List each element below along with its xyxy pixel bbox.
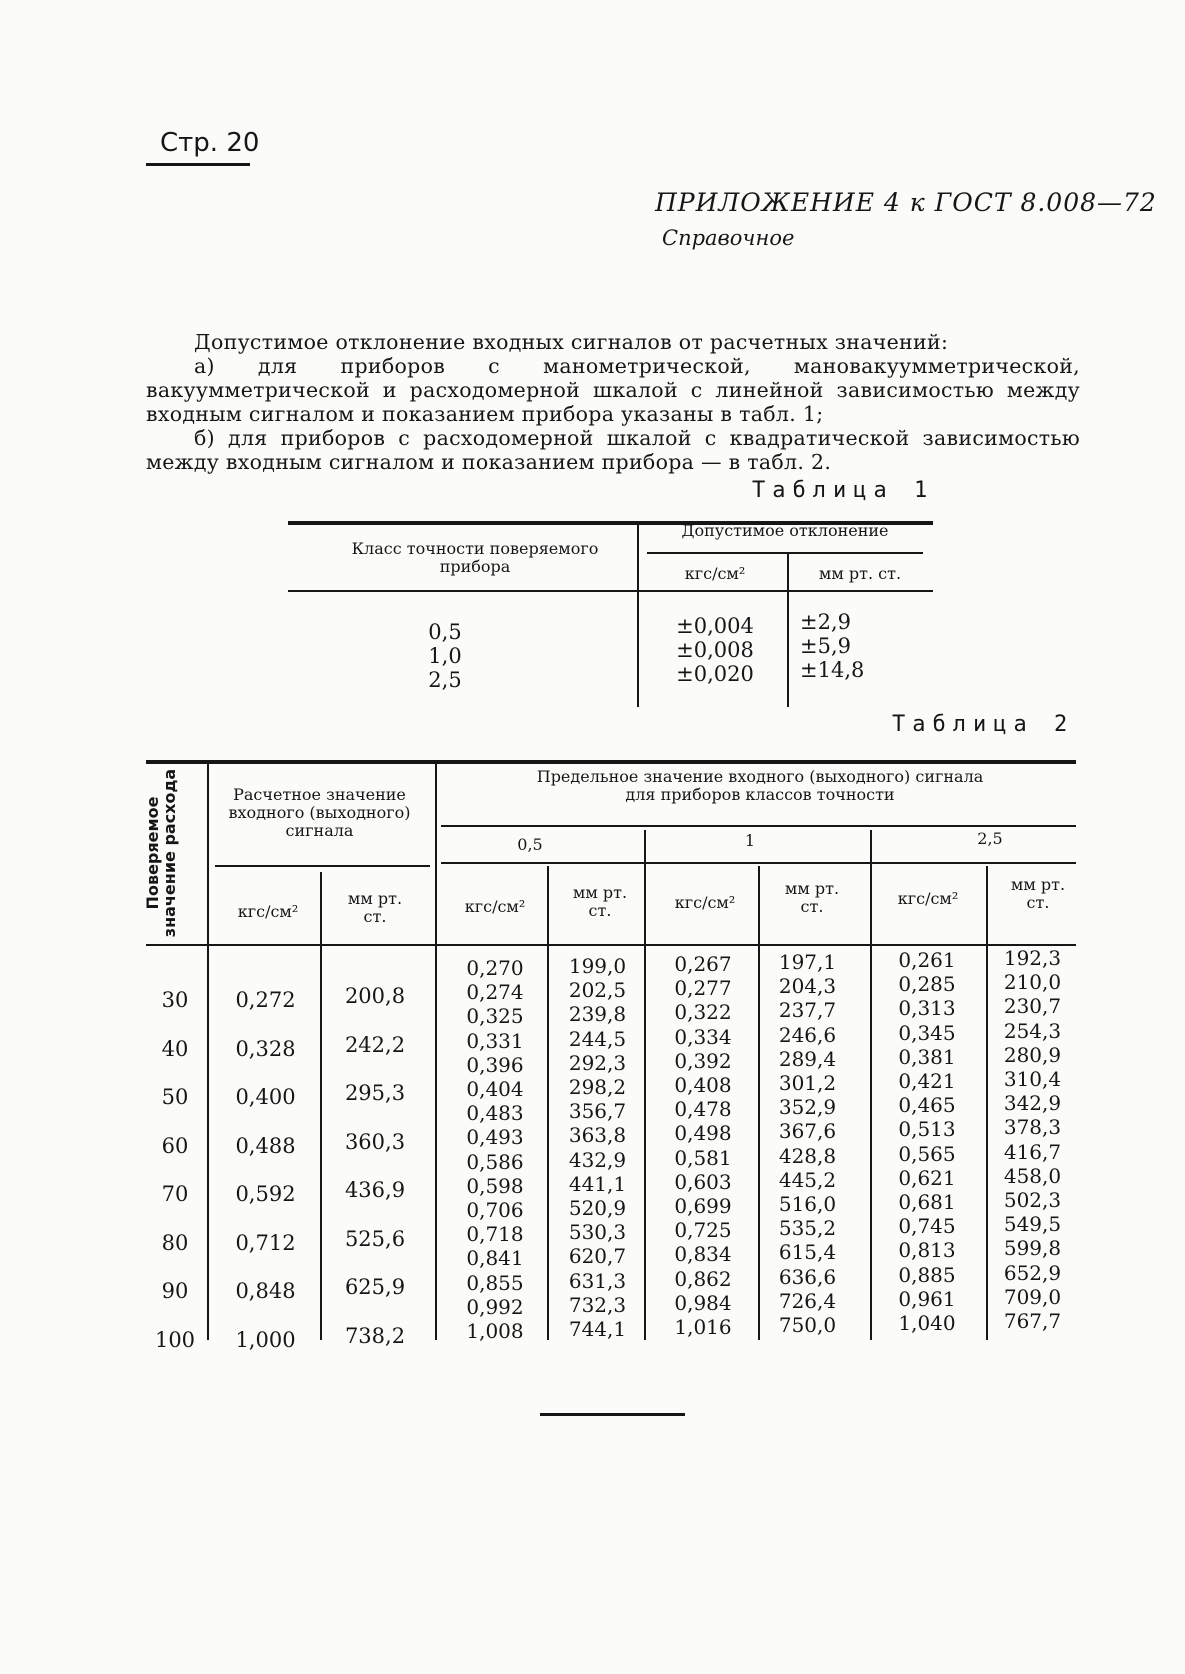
table2-c1-unit-kgs: кгс/см² <box>674 893 736 912</box>
table2-vline-05 <box>547 866 549 1340</box>
table1-divider <box>637 521 639 707</box>
intro-text <box>146 330 1080 474</box>
table2-vline-1-unit <box>758 866 760 1340</box>
table2-class-05: 0,5 <box>517 835 543 854</box>
table2-c05-unit-kgs: кгс/см² <box>464 897 526 916</box>
table1-unit-mm: мм рт. ст. <box>818 564 902 583</box>
table2-c1-unit-mm: мм рт. ст. <box>784 879 840 916</box>
table2-class-1: 1 <box>744 831 756 850</box>
table2-vline-4 <box>870 830 872 1340</box>
table2-c25-unit-kgs: кгс/см² <box>897 889 959 908</box>
table2-flow-header: Поверяемое значение расхода <box>143 768 179 938</box>
table2-c1-kgs: 0,267 0,277 0,322 0,334 0,392 0,408 0,478 0,498 0,581 0,603 0,699 0,725 0,834 0,862 0,984 1,016 <box>674 952 732 1340</box>
table1-classes: 0,5 1,0 2,5 <box>428 620 462 692</box>
table1-class-header: Класс точности поверяемого прибора <box>351 539 599 576</box>
table2-top-rule <box>146 760 1076 764</box>
table2-vline-3 <box>644 830 646 1340</box>
table2-calc-kgs: 0,272 0,328 0,400 0,488 0,592 0,712 0,848 1,000 <box>235 988 296 1352</box>
table2-class-sub-rule <box>441 862 1076 864</box>
table1-caption: Таблица 1 <box>752 478 935 503</box>
table2-calc-rule <box>215 865 430 867</box>
table2-vline-25-unit <box>986 866 988 1340</box>
table1-unit-divider <box>787 552 789 707</box>
intro-line: Допустимое отклонение входных сигналов от расчетных значений: <box>194 330 949 354</box>
table2-vline-1 <box>207 760 209 1340</box>
table2-calc-unit-mm: мм рт. ст. <box>347 889 403 926</box>
table2-calc-header: Расчетное значение входного (выходного) сигнала <box>228 785 411 840</box>
table2-vline-calc <box>320 872 322 1340</box>
table2-header-rule <box>146 944 1076 946</box>
intro-item-a: а) для приборов с манометрической, мановакуумметрической, вакуумметрической и расходомерной шкалой с линейной зависимостью между входным сигналом и показанием прибора указаны в табл. 1; <box>146 354 1080 426</box>
table1-unit-kgs: кгс/см² <box>684 564 746 583</box>
table2-c05-unit-mm: мм рт. ст. <box>572 883 628 920</box>
page-number-underline <box>146 163 250 166</box>
table1-mm-values: ±2,9 ±5,9 ±14,8 <box>800 610 865 682</box>
table2-classes-rule <box>441 825 1076 827</box>
table2-c05-mm: 199,0 202,5 239,8 244,5 292,3 298,2 356,7 363,8 432,9 441,1 520,9 530,3 620,7 631,3 732,3 744,1 <box>568 954 627 1342</box>
table2-vline-2 <box>435 760 437 1340</box>
table1-kgs-values: ±0,004 ±0,008 ±0,020 <box>676 614 754 686</box>
intro-item-b: б) для приборов с расходомерной шкалой с квадратической зависимостью между входным сигналом и показанием прибора — в табл. 2. <box>146 426 1080 474</box>
reference-label: Справочное <box>662 226 795 250</box>
page-number: Стр. 20 <box>160 128 260 158</box>
end-rule <box>540 1413 685 1416</box>
table2-c1-mm: 197,1 204,3 237,7 246,6 289,4 301,2 352,9 367,6 428,8 445,2 516,0 535,2 615,4 636,6 726,4 750,0 <box>778 950 837 1338</box>
appendix-title: ПРИЛОЖЕНИЕ 4 к ГОСТ 8.008—72 <box>655 188 1157 217</box>
table2-c25-kgs: 0,261 0,285 0,313 0,345 0,381 0,421 0,465 0,513 0,565 0,621 0,681 0,745 0,813 0,885 0,961 1,040 <box>898 948 956 1336</box>
table2-c25-mm: 192,3 210,0 230,7 254,3 280,9 310,4 342,9 378,3 416,7 458,0 502,3 549,5 599,8 652,9 709,0 767,7 <box>1003 946 1062 1334</box>
table2-limit-header: Предельное значение входного (выходного) сигнала для приборов классов точности <box>536 767 984 804</box>
table2-flow-values: 30 40 50 60 70 80 90 100 <box>154 988 196 1352</box>
table1-header-rule <box>288 590 933 592</box>
table2-caption: Таблица 2 <box>892 712 1075 737</box>
table2-calc-mm: 200,8 242,2 295,3 360,3 436,9 525,6 625,9 738,2 <box>344 984 406 1348</box>
table2-c25-unit-mm: мм рт. ст. <box>1010 875 1066 912</box>
table2-class-25: 2,5 <box>977 829 1003 848</box>
table2-c05-kgs: 0,270 0,274 0,325 0,331 0,396 0,404 0,483 0,493 0,586 0,598 0,706 0,718 0,841 0,855 0,992 1,008 <box>466 956 524 1344</box>
table2-calc-unit-kgs: кгс/см² <box>237 902 299 921</box>
table1-subhead-rule <box>647 552 923 554</box>
table1-deviation-header: Допустимое отклонение <box>681 521 889 540</box>
